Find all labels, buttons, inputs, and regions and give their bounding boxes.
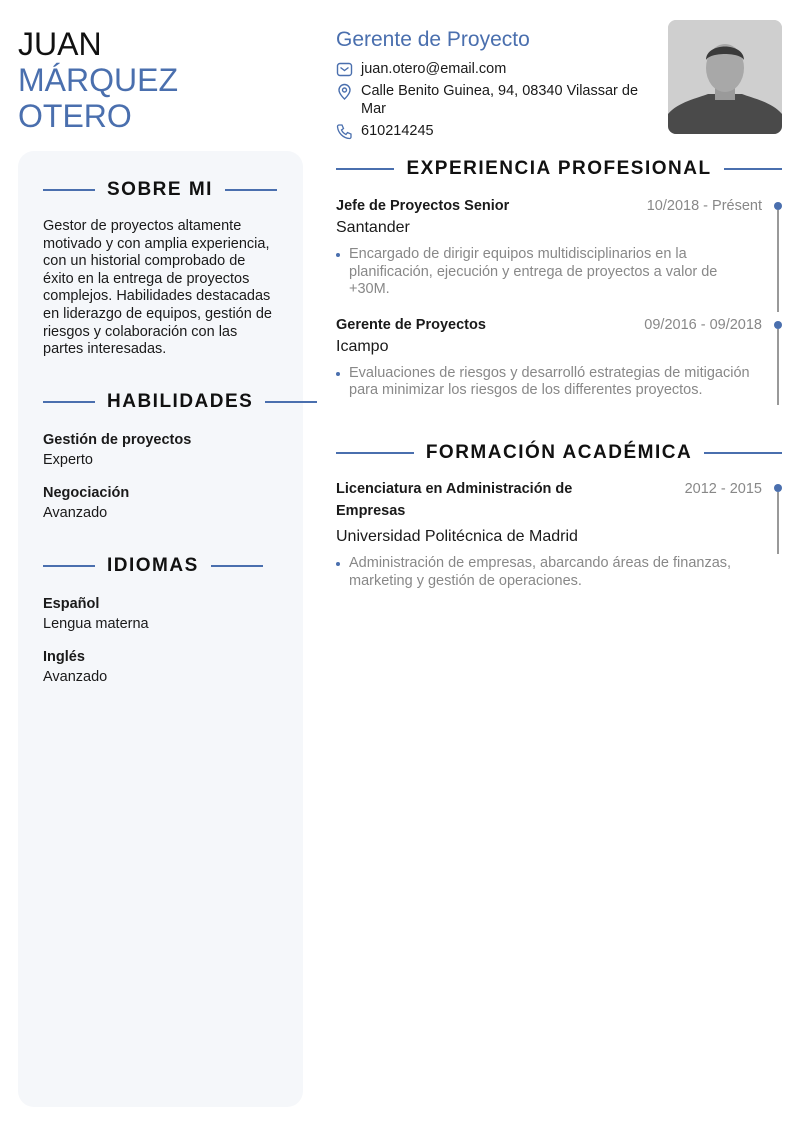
contact-address	[336, 82, 646, 118]
education-section	[336, 442, 782, 590]
about-text: Gestor de proyectos altamente motivado y con amplia experiencia, con un historial comprobado de éxito en la entrega de proyectos complejos. Habilidades destacadas en liderazgo de equipos, gestión de riesgos y colaboración con las partes interesadas.	[43, 218, 272, 358]
language-level: Lengua materna	[43, 615, 149, 632]
divider	[43, 565, 95, 567]
bullet: Administración de empresas, abarcando áreas de finanzas, marketing y gestión de operaciones.	[336, 555, 762, 590]
divider	[336, 452, 414, 454]
middle-name: MÁRQUEZ	[18, 62, 178, 98]
institution: Universidad Politécnica de Madrid	[336, 528, 578, 545]
role: Gerente de Proyectos	[336, 316, 486, 333]
divider	[43, 189, 95, 191]
phone-text: 610214245	[361, 123, 434, 139]
languages-title: IDIOMAS	[107, 554, 199, 576]
bullet: Evaluaciones de riesgos y desarrolló estrategias de mitigación para minimizar los riesgos de los differentes proyectos.	[336, 365, 762, 400]
address-text: Calle Benito Guinea, 94, 08340 Vilassar de Mar	[361, 83, 639, 117]
contact-email	[336, 60, 646, 78]
role: Jefe de Proyectos Senior	[336, 198, 510, 214]
phone-icon	[336, 123, 353, 140]
candidate-name	[18, 26, 178, 134]
about-title: SOBRE MI	[107, 179, 213, 200]
divider	[225, 189, 277, 191]
skill-item	[43, 483, 278, 523]
timeline-dot	[774, 202, 782, 210]
date: 10/2018 - Présent	[646, 198, 762, 214]
languages-heading	[43, 555, 278, 577]
contact-list	[336, 60, 646, 140]
divider	[43, 401, 95, 403]
divider	[336, 168, 394, 170]
timeline-line	[777, 492, 779, 554]
skill-name: Gestión de proyectos	[43, 431, 192, 448]
skill-level: Experto	[43, 451, 93, 468]
degree: Licenciatura en Administración de Empresas	[336, 481, 573, 519]
job-title: Gerente de Proyecto	[336, 28, 530, 51]
first-name: JUAN	[18, 26, 102, 62]
organization: Icampo	[336, 337, 389, 355]
location-pin-icon	[336, 83, 353, 100]
language-level: Avanzado	[43, 668, 108, 685]
experience-entry	[336, 196, 782, 299]
skills-title: HABILIDADES	[107, 390, 254, 412]
timeline-dot	[774, 321, 782, 329]
organization: Santander	[336, 219, 410, 236]
experience-title: EXPERIENCIA PROFESIONAL	[406, 158, 712, 179]
bullet: Encargado de dirigir equipos multidisciplinarios en la planificación, ejecución y entrega de proyectos a valor de +30M.	[336, 246, 762, 299]
sidebar	[18, 151, 303, 1107]
divider	[724, 168, 782, 170]
experience-entry	[336, 315, 782, 400]
timeline-line	[777, 210, 779, 312]
date: 09/2016 - 09/2018	[644, 316, 762, 333]
education-heading	[336, 442, 782, 464]
education-entry	[336, 478, 782, 590]
email-text[interactable]: juan.otero@email.com	[361, 61, 507, 77]
divider	[704, 452, 782, 454]
contact-phone	[336, 122, 646, 140]
skill-level: Avanzado	[43, 504, 108, 521]
education-title: FORMACIÓN ACADÉMICA	[425, 442, 693, 463]
skills-heading	[43, 391, 278, 413]
language-name: Español	[43, 595, 100, 612]
about-heading	[43, 179, 278, 201]
skill-item	[43, 430, 278, 470]
last-name: OTERO	[18, 98, 132, 134]
language-item	[43, 594, 278, 634]
language-name: Inglés	[43, 648, 85, 665]
experience-section	[336, 158, 782, 400]
timeline-line	[777, 329, 779, 405]
timeline-dot	[774, 484, 782, 492]
skill-name: Negociación	[43, 484, 130, 501]
divider	[265, 401, 317, 403]
divider	[211, 565, 263, 567]
mail-icon	[336, 61, 353, 78]
language-item	[43, 647, 278, 687]
experience-heading	[336, 158, 782, 180]
date: 2012 - 2015	[684, 481, 762, 497]
profile-photo	[668, 20, 782, 134]
